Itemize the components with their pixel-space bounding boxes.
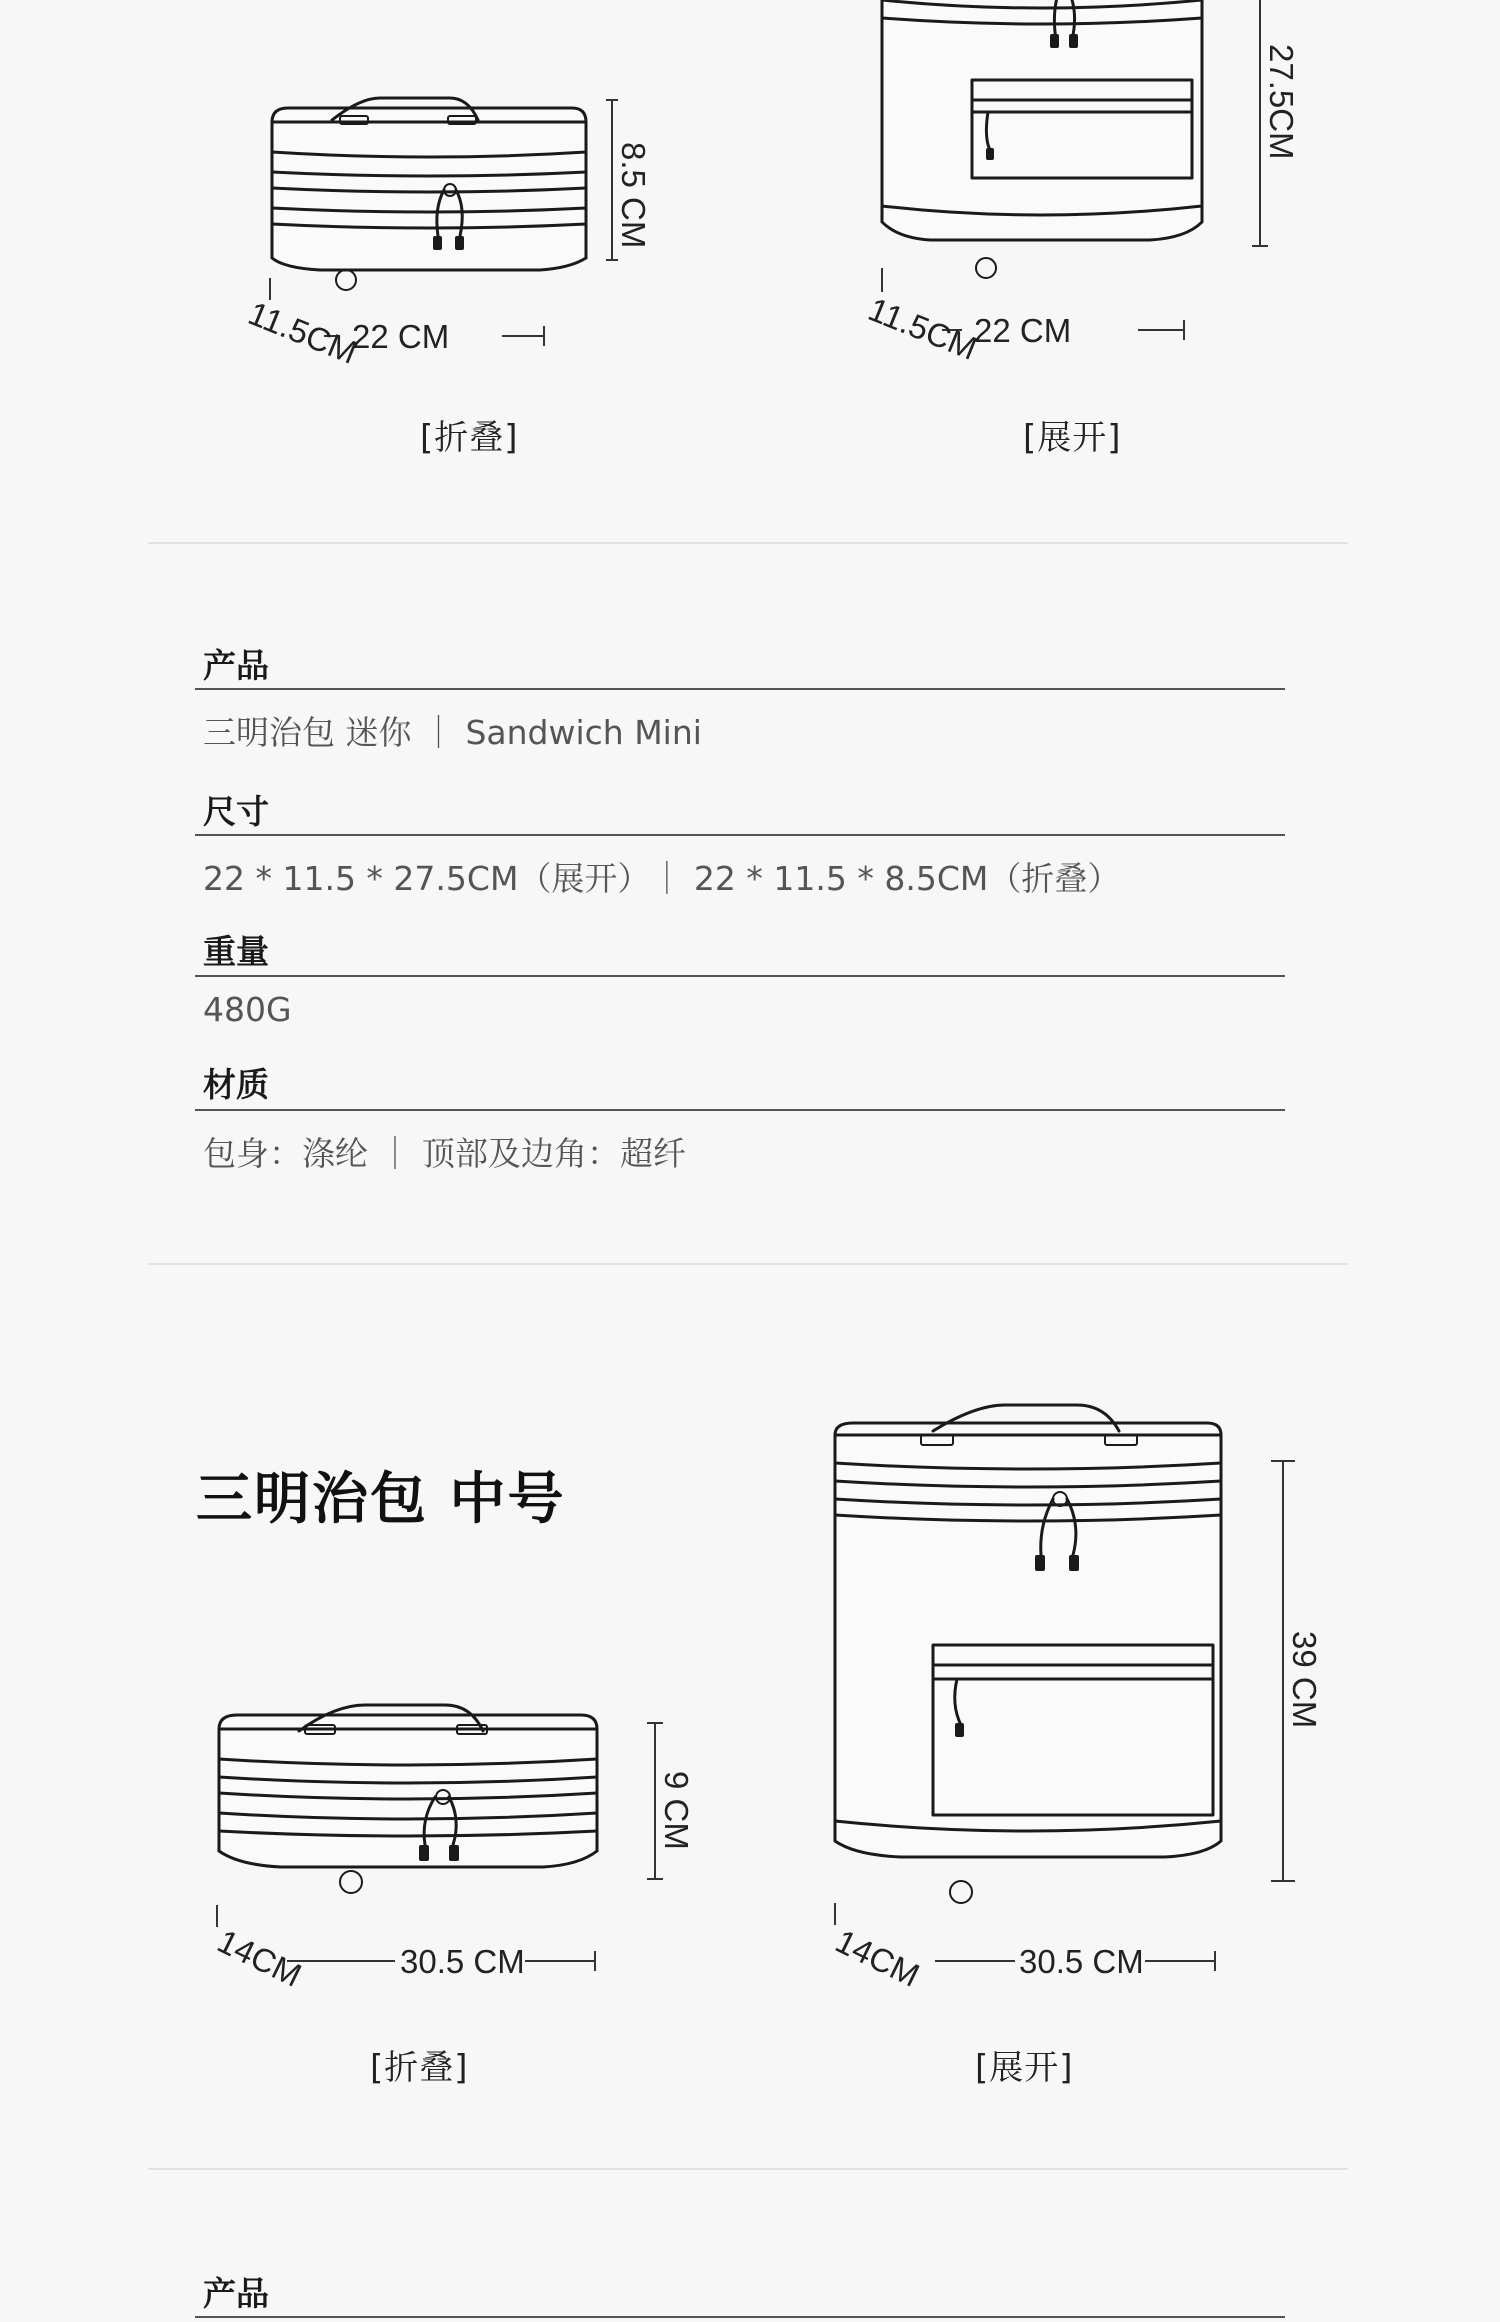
- mini-spec-rule-product: [195, 688, 1285, 690]
- medium-folded-width-label: 30.5 CM: [400, 1943, 525, 1980]
- mini-expanded-caption: [展开]: [1023, 418, 1122, 458]
- medium-expanded-width-label: 30.5 CM: [1019, 1943, 1144, 1980]
- mini-folded-width-label: 22 CM: [352, 318, 450, 355]
- mini-expanded-width-label: 22 CM: [974, 312, 1072, 349]
- mini-folded-height-label: 8.5 CM: [615, 142, 652, 249]
- mini-spec-value-material: 包身：涤纶 ｜ 顶部及边角：超纤: [203, 1134, 686, 1173]
- medium-expanded-depth-label: 14CM: [829, 1922, 926, 1994]
- mini-spec-title-material: 材质: [203, 1065, 269, 1104]
- medium-folded-caption: [折叠]: [370, 2048, 469, 2088]
- mini-folded-depth-label: 11.5CM: [243, 294, 363, 371]
- mini-expanded-depth-label: 11.5CM: [863, 290, 983, 367]
- mini-expanded-bag-illustration: [860, 0, 1310, 380]
- section-divider-2: [148, 1263, 1348, 1265]
- mini-spec-value-size: 22 * 11.5 * 27.5CM（展开）｜ 22 * 11.5 * 8.5CM（折叠）: [203, 859, 1121, 898]
- medium-folded-depth-label: 14CM: [211, 1922, 308, 1994]
- mini-spec-title-size: 尺寸: [203, 792, 269, 831]
- medium-folded-height-label: 9 CM: [658, 1771, 695, 1850]
- mini-expanded-height-label: 27.5CM: [1263, 44, 1300, 160]
- medium-spec-rule-product: [195, 2316, 1285, 2318]
- mini-spec-value-weight: 480G: [203, 990, 292, 1029]
- medium-expanded-height-label: 39 CM: [1286, 1631, 1323, 1729]
- section-divider-1: [148, 542, 1348, 544]
- medium-spec-title-product: 产品: [203, 2274, 269, 2313]
- mini-spec-rule-material: [195, 1109, 1285, 1111]
- medium-section-title: 三明治包 中号: [196, 1467, 566, 1532]
- medium-expanded-bag-illustration: [815, 1395, 1323, 2015]
- mini-spec-title-weight: 重量: [203, 932, 269, 971]
- mini-spec-title-product: 产品: [203, 646, 269, 685]
- mini-spec-rule-weight: [195, 975, 1285, 977]
- section-divider-3: [148, 2168, 1348, 2170]
- medium-folded-bag-illustration: [195, 1705, 695, 2005]
- medium-expanded-caption: [展开]: [975, 2048, 1074, 2088]
- mini-spec-value-product: 三明治包 迷你 ｜ Sandwich Mini: [203, 713, 702, 752]
- mini-folded-caption: [折叠]: [420, 418, 519, 458]
- mini-folded-bag-illustration: [240, 90, 740, 390]
- mini-spec-rule-size: [195, 834, 1285, 836]
